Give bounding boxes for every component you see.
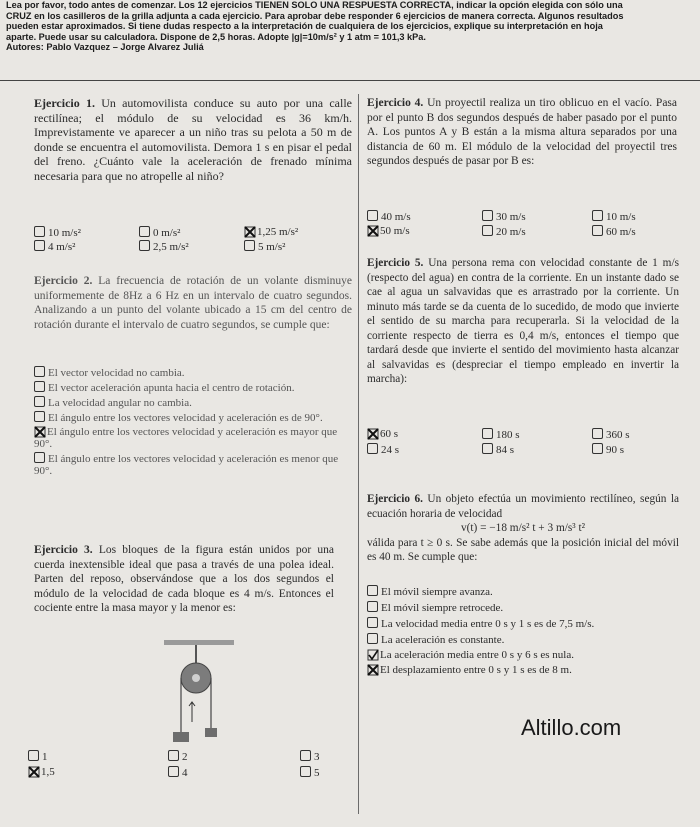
exercise-1-options	[34, 226, 352, 254]
instructions-line-1: Lea por favor, todo antes de comenzar. Los 12 ejercicios TIENEN SOLO UNA RESPUESTA CORRECTA, indicar la opción elegida con sólo una	[6, 0, 623, 10]
block-left	[173, 732, 189, 742]
ex2-option-6[interactable]: El ángulo entre los vectores velocidad y aceleración es menor que 90°.	[34, 453, 339, 477]
checkbox[interactable]	[367, 210, 378, 221]
ex4-option-1[interactable]: 40 m/s	[367, 210, 411, 223]
ex3-option-2[interactable]: 2	[168, 750, 188, 763]
checkbox[interactable]	[482, 225, 493, 236]
column-divider	[358, 94, 359, 814]
checkbox[interactable]	[592, 443, 603, 454]
checkbox[interactable]	[482, 210, 493, 221]
ex3-option-3[interactable]: 3	[300, 750, 320, 763]
checkbox[interactable]	[139, 240, 150, 251]
checkbox[interactable]	[367, 617, 378, 628]
ex2-option-4[interactable]: El ángulo entre los vectores velocidad y aceleración es de 90°.	[34, 411, 352, 424]
ceiling-support	[164, 640, 234, 645]
ex2-option-1[interactable]: El vector velocidad no cambia.	[34, 366, 352, 379]
ex3-option-4[interactable]: 1,5	[28, 766, 55, 778]
checkbox[interactable]	[300, 750, 311, 761]
instructions-line-4: aparte. Puede usar su calculadora. Dispone de 2,5 horas. Adopte |g|=10m/s² y 1 atm = 101,3 kPa.	[6, 31, 426, 42]
exercise-3	[34, 543, 334, 616]
ex5-option-5[interactable]: 84 s	[482, 443, 514, 456]
checkbox[interactable]	[34, 411, 45, 422]
ex4-option-6[interactable]: 60 m/s	[592, 225, 636, 238]
exercise-6-options	[367, 585, 679, 676]
checkbox[interactable]	[592, 428, 603, 439]
ex6-option-5[interactable]: La aceleración media entre 0 s y 6 s es nula.	[367, 649, 679, 661]
exercise-5	[367, 256, 679, 387]
checkbox[interactable]	[28, 750, 39, 761]
checkbox[interactable]	[367, 633, 378, 644]
checkbox[interactable]	[139, 226, 150, 237]
exercise-1-title: Ejercicio 1.	[34, 96, 95, 110]
exercise-2-text: La frecuencia de rotación de un volante disminuye uniformemente de 8Hz a 6 Hz en un intervalo de cuatro segundos. Analizando a un punto del volante ubicado a 15 cm del centro de rotación durante el intervalo de cuatro segundos, se cumple que:	[34, 275, 353, 331]
checkbox[interactable]	[367, 601, 378, 612]
exercise-1	[34, 96, 352, 184]
ex6-option-1[interactable]: El móvil siempre avanza.	[367, 585, 679, 598]
checkbox[interactable]	[34, 240, 45, 251]
exercise-5-title: Ejercicio 5.	[367, 257, 424, 269]
cross-mark-icon[interactable]	[367, 428, 378, 439]
exercise-4-title: Ejercicio 4.	[367, 97, 424, 109]
exercise-2-options	[34, 366, 352, 477]
ex2-option-2[interactable]: El vector aceleración apunta hacia el centro de rotación.	[34, 381, 352, 394]
checkbox[interactable]	[34, 381, 45, 392]
checkbox[interactable]	[367, 443, 378, 454]
cross-mark-icon[interactable]	[34, 426, 45, 437]
exercise-1-text: Un automovilista conduce su auto por una calle rectilínea; el módulo de su velocidad es 36 km/h. Imprevistamente ve aparecer a un niño tras su pelota a 50 m de donde se encuentra el automovilista. Demora 1 s en pisar el pedal del freno. ¿Cuánto vale la aceleración de frenado mínima necesaria para que no atropelle al niño?	[34, 96, 352, 183]
cross-mark-icon[interactable]	[244, 226, 255, 237]
ex5-option-1[interactable]: 60 s	[367, 428, 398, 440]
exercise-5-options	[367, 428, 677, 456]
exercise-6-text-2: válida para t ≥ 0 s. Se sabe además que la posición inicial del móvil es 40 m. Se cumple que:	[367, 536, 679, 563]
cross-mark-icon[interactable]	[367, 225, 378, 236]
exercise-6-text: Un objeto efectúa un movimiento rectilíneo, según la ecuación horaria de velocidad	[367, 493, 679, 520]
exercise-2	[34, 274, 352, 332]
checkbox[interactable]	[482, 443, 493, 454]
header-divider	[0, 80, 700, 81]
ex6-option-2[interactable]: El móvil siempre retrocede.	[367, 601, 679, 614]
exercise-4-options	[367, 210, 677, 238]
ex5-option-2[interactable]: 180 s	[482, 428, 520, 441]
ex1-option-2[interactable]: 0 m/s²	[139, 226, 180, 239]
instructions-line-2: CRUZ en los casilleros de la grilla adjunta a cada ejercicio. Para aprobar debe responder 6 ejercicios de manera correcta. Algunos resultados	[6, 10, 624, 21]
ex5-option-3[interactable]: 360 s	[592, 428, 630, 441]
ex4-option-3[interactable]: 10 m/s	[592, 210, 636, 223]
block-right	[205, 728, 217, 737]
cross-mark-icon[interactable]	[28, 766, 39, 777]
instructions-header	[6, 0, 696, 53]
ex6-option-3[interactable]: La velocidad media entre 0 s y 1 s es de 7,5 m/s.	[367, 617, 679, 630]
exercise-4	[367, 96, 677, 169]
instructions-line-3: pueden estar aproximados. Si tiene dudas respecto a la interpretación de cualquiera de los ejercicios, explique su interpretación en hoja	[6, 21, 603, 32]
watermark: Altillo.com	[521, 715, 622, 740]
cross-mark-icon[interactable]	[367, 664, 378, 675]
pulley-axle	[192, 674, 200, 682]
checkbox[interactable]	[300, 766, 311, 777]
exercise-3-options	[28, 750, 338, 780]
ex1-option-6[interactable]: 5 m/s²	[244, 240, 285, 253]
exercise-3-title: Ejercicio 3.	[34, 544, 93, 556]
checkmark-icon[interactable]	[367, 649, 378, 660]
exercise-4-text: Un proyectil realiza un tiro oblicuo en el vacío. Pasa por el punto B dos segundos después de haber pasado por el punto A. Los puntos A y B están a la misma altura separados por una distancia de 60 m. El módulo de la velocidad del proyectil tres segundos después de pasar por B es:	[367, 97, 678, 168]
checkbox[interactable]	[367, 585, 378, 596]
ex6-option-4[interactable]: La aceleración es constante.	[367, 633, 679, 646]
checkbox[interactable]	[244, 240, 255, 251]
exercise-2-title: Ejercicio 2.	[34, 275, 93, 287]
ex4-option-2[interactable]: 30 m/s	[482, 210, 526, 223]
ex2-option-5[interactable]: El ángulo entre los vectores velocidad y aceleración es mayor que 90°.	[34, 426, 338, 450]
ex3-option-5[interactable]: 4	[168, 766, 188, 779]
exercise-5-text: Una persona rema con velocidad constante de 1 m/s (respecto del agua) en contra de la corriente. En un instante dado se cae al agua un salvavidas que es arrastrado por la corriente. Un minuto más tarde se da cuenta de lo sucedido, de modo que invierte el sentido de su marcha para recuperarla. Si la velocidad de la corriente respecto de tierra es 0,4 m/s, entonces el tiempo que tardará desde que invierte el sentido del movimiento hasta alcanzar al salvavidas es (despreciar el tiempo empleado en invertir la marcha):	[367, 257, 679, 385]
ex2-option-3[interactable]: La velocidad angular no cambia.	[34, 396, 352, 409]
checkbox[interactable]	[34, 366, 45, 377]
checkbox[interactable]	[34, 226, 45, 237]
ex4-option-5[interactable]: 20 m/s	[482, 225, 526, 238]
ex6-option-6[interactable]: El desplazamiento entre 0 s y 1 s es de 8 m.	[367, 664, 679, 676]
ex1-option-3[interactable]: 1,25 m/s²	[244, 226, 298, 238]
authors: Autores: Pablo Vazquez – Jorge Alvarez Juliá	[6, 42, 204, 53]
ex3-option-1[interactable]: 1	[28, 750, 48, 763]
checkbox[interactable]	[168, 750, 179, 761]
ex1-option-4[interactable]: 4 m/s²	[34, 240, 75, 253]
ex1-option-1[interactable]: 10 m/s²	[34, 226, 81, 239]
checkbox[interactable]	[482, 428, 493, 439]
ex5-option-4[interactable]: 24 s	[367, 443, 399, 456]
ex4-option-4[interactable]: 50 m/s	[367, 225, 410, 237]
checkbox[interactable]	[592, 225, 603, 236]
ex3-option-6[interactable]: 5	[300, 766, 320, 779]
checkbox[interactable]	[168, 766, 179, 777]
exercise-6	[367, 492, 679, 565]
checkbox[interactable]	[592, 210, 603, 221]
pulley-figure	[160, 640, 240, 750]
checkbox[interactable]	[34, 452, 45, 463]
ex1-option-5[interactable]: 2,5 m/s²	[139, 240, 189, 253]
exercise-3-text: Los bloques de la figura están unidos por una cuerda inextensible ideal que pasa a través de una polea ideal. Parten del reposo, observándose que a los dos segundos el módulo de la velocidad de cada bloque es 4 m/s. Entonces el cociente entre la masa mayor y la menor es:	[34, 544, 334, 615]
exercise-6-equation: v(t) = −18 m/s² t + 3 m/s³ t²	[460, 522, 586, 534]
ex5-option-6[interactable]: 90 s	[592, 443, 624, 456]
exercise-6-title: Ejercicio 6.	[367, 493, 423, 505]
checkbox[interactable]	[34, 396, 45, 407]
